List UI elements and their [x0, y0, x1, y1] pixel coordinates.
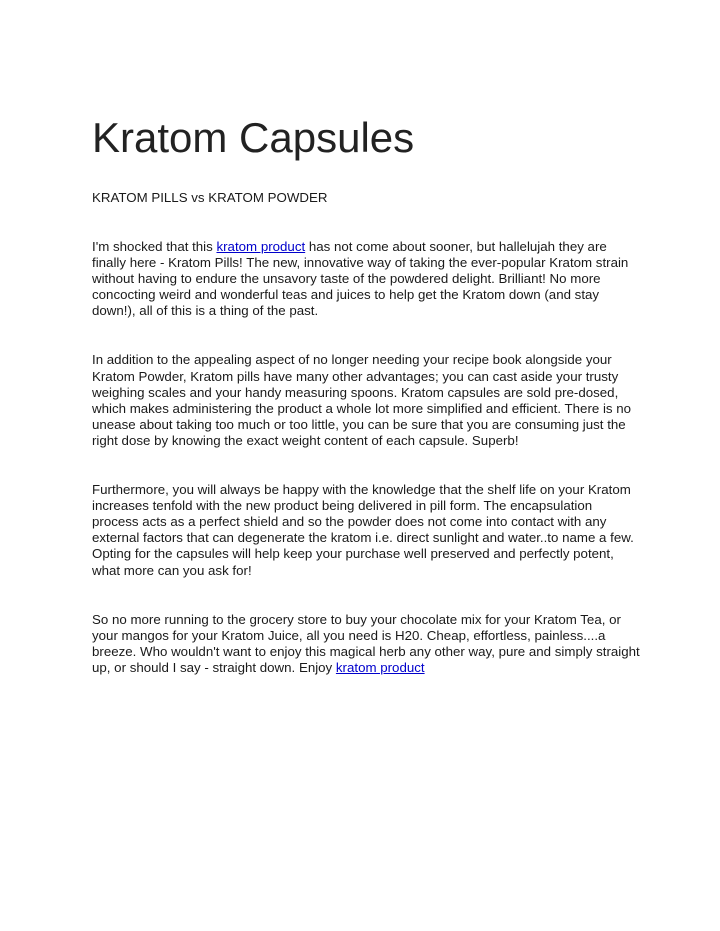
paragraph-1-text-after: has not come about sooner, but hallelujah they are finally here - Kratom Pills! The new, innovative way of taking the ever-popular Kratom strain without having to endure the unsavory taste of the powdered delight. Brilliant! No more concocting weird and wonderful teas and juices to help get the Kratom down (and stay down!), all of this is a thing of the past. — [92, 239, 629, 319]
page-subtitle: KRATOM PILLS vs KRATOM POWDER — [92, 190, 328, 205]
paragraph-4 — [92, 612, 640, 676]
paragraph-1-text-before: I'm shocked that this — [92, 239, 217, 254]
kratom-product-link-1[interactable]: kratom product — [216, 239, 306, 254]
document-page — [92, 114, 640, 709]
paragraph-1 — [92, 239, 640, 319]
page-title: Kratom Capsules — [92, 114, 415, 161]
kratom-product-link-2[interactable]: kratom product — [335, 659, 425, 675]
paragraph-2: In addition to the appealing aspect of no longer needing your recipe book alongside your Kratom Powder, Kratom pills have many other advantages; you can cast aside your trusty weighing scales and your handy measuring spoons. Kratom capsules are sold pre-dosed, which makes administering the product a whole lot more simplified and efficient. There is no unease about taking too much or too little, you can be sure that you are consuming just the right dose by knowing the exact weight content of each capsule. Superb! — [92, 352, 632, 448]
paragraph-4-text-before: So no more running to the grocery store to buy your chocolate mix for your Kratom Tea, or your mangos for your Kratom Juice, all you need is H20. Cheap, effortless, painless....a breeze. Who wouldn't want to enjoy this magical herb any other way, pure and simply straight up, or should I say - straight down. Enjoy — [92, 611, 640, 675]
paragraph-3: Furthermore, you will always be happy with the knowledge that the shelf life on your Kratom increases tenfold with the new product being delivered in pill form. The encapsulation process acts as a perfect shield and so the powder does not come into contact with any external factors that can degenerate the kratom i.e. direct sunlight and water..to name a few. Opting for the capsules will help keep your purchase well preserved and perfectly potent, what more can you ask for! — [92, 482, 634, 578]
